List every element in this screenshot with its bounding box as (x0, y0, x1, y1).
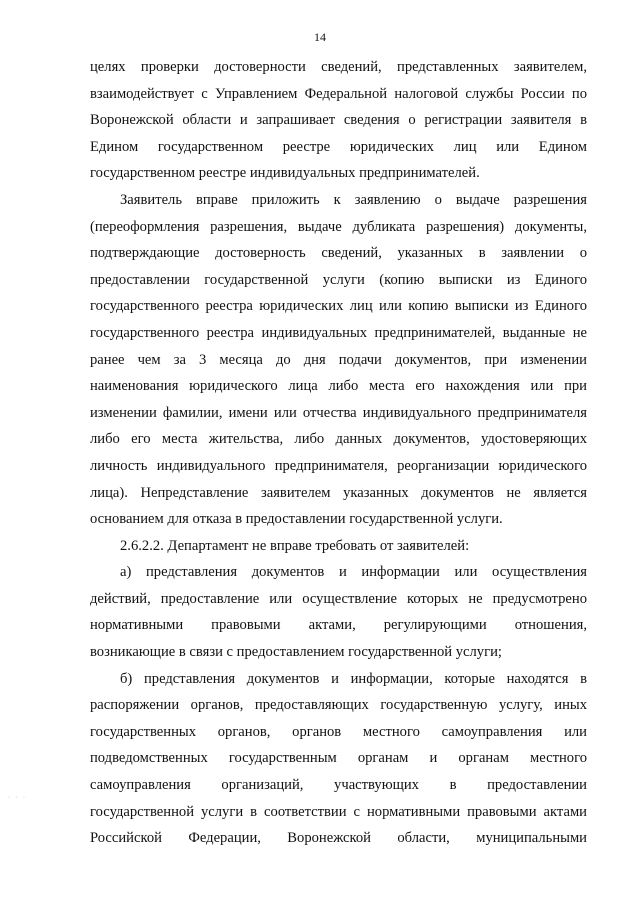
scan-artifact: · · · (8, 795, 27, 801)
document-body (90, 54, 587, 852)
text-line: подтверждающие достоверность сведений, указанных в заявлении о (90, 245, 587, 262)
paragraph (90, 54, 587, 187)
page-number: 14 (314, 30, 326, 44)
text-line: государственного реестра индивидуальных предпринимателей, выданные не (90, 324, 587, 341)
text-line: 2.6.2.2. Департамент не вправе требовать от заявителей: (120, 537, 470, 554)
text-line: ранее чем за 3 месяца до дня подачи документов, при изменении (90, 351, 587, 368)
text-line: подведомственных государственным органам и органам местного (90, 750, 587, 767)
text-line: основанием для отказа в предоставлении государственной услуги. (90, 511, 503, 528)
paragraph (90, 666, 587, 852)
text-line: самоуправления организаций, участвующих в предоставлении (90, 777, 587, 794)
text-line: государственных органов, органов местного самоуправления или (90, 723, 587, 740)
text-line: государственного реестра юридических лиц или копию выписки из Единого (90, 298, 587, 315)
text-line: целях проверки достоверности сведений, представленных заявителем, (90, 59, 587, 75)
text-line: лица). Непредставление заявителем указанных документов не является (90, 484, 587, 501)
text-line: нормативными правовыми актами, регулирующими отношения, (90, 617, 587, 634)
text-line: предоставлении государственной услуги (копию выписки из Единого (90, 271, 587, 288)
text-line: а) представления документов и информации или осуществления (120, 564, 587, 581)
text-line: личность индивидуального предпринимателя, реорганизации юридического (90, 457, 587, 474)
text-line: Российской Федерации, Воронежской области, муниципальными (90, 830, 587, 847)
text-line: взаимодействует с Управлением Федеральной налоговой службы России по (90, 85, 587, 102)
text-line: государственной услуги в соответствии с нормативными правовыми актами (90, 803, 587, 820)
paragraph (90, 187, 587, 533)
text-line: Заявитель вправе приложить к заявлению о выдаче разрешения (120, 191, 587, 208)
text-line: наименования юридического лица либо места его нахождения или при (90, 378, 587, 395)
text-line: либо его места жительства, либо данных документов, удостоверяющих (90, 431, 587, 448)
text-line: б) представления документов и информации, которые находятся в (120, 670, 587, 687)
text-line: изменении фамилии, имени или отчества индивидуального предпринимателя (90, 404, 587, 421)
text-line: Едином государственном реестре юридических лиц или Едином (90, 138, 587, 155)
text-line: государственном реестре индивидуальных предпринимателей. (90, 165, 480, 182)
paragraph (90, 533, 587, 560)
text-line: возникающие в связи с предоставлением государственной услуги; (90, 644, 502, 661)
text-line: распоряжении органов, предоставляющих государственную услугу, иных (90, 697, 587, 714)
text-line: действий, предоставление или осуществление которых не предусмотрено (90, 590, 587, 607)
paragraph (90, 559, 587, 665)
text-line: (переоформления разрешения, выдаче дубликата разрешения) документы, (90, 218, 587, 235)
text-line: Воронежской области и запрашивает сведения о регистрации заявителя в (90, 112, 587, 129)
